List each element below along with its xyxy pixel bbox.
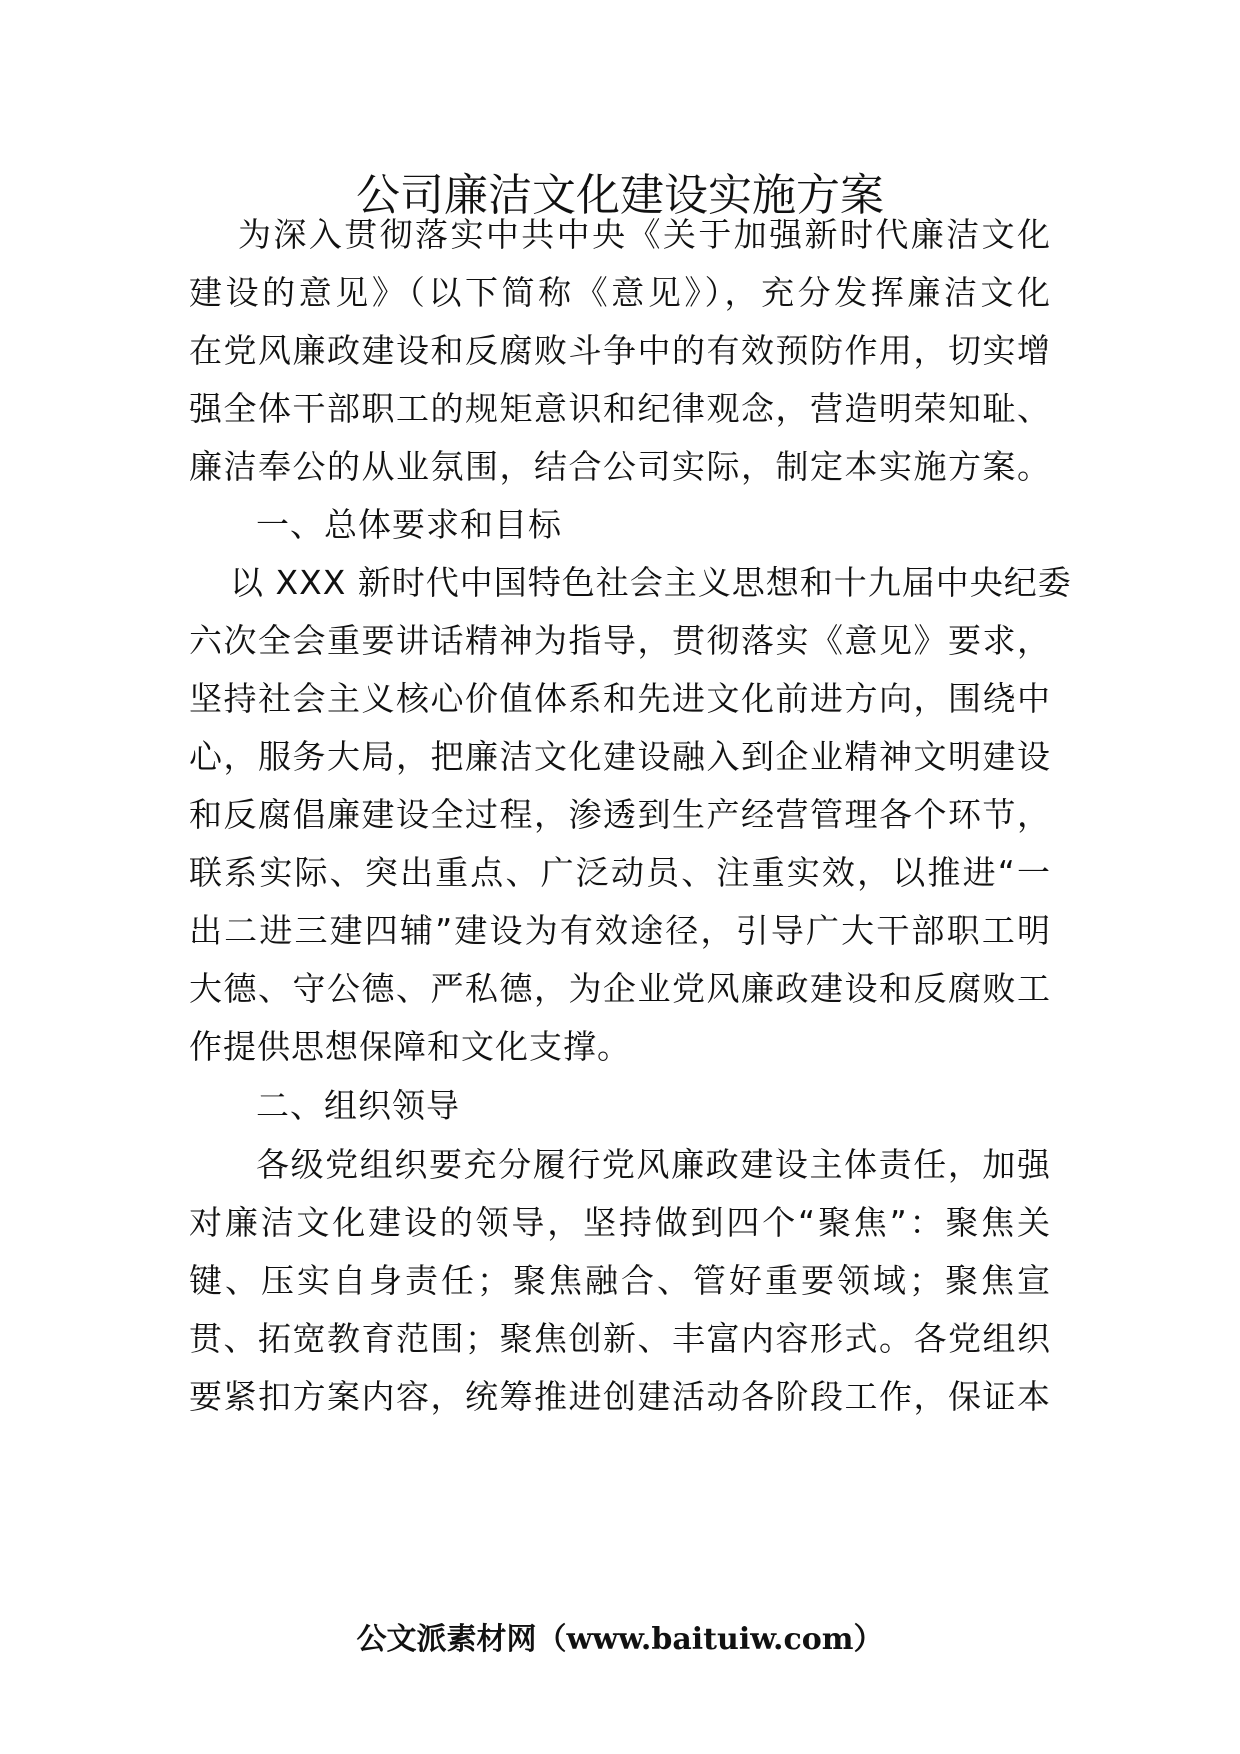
section2-line-3: 键、压实自身责任；聚焦融合、管好重要领域；聚焦宣 <box>189 1261 1051 1300</box>
section1-line-7: 出二进三建四辅”建设为有效途径，引导广大干部职工明 <box>189 911 1051 950</box>
section2-line-4: 贯、拓宽教育范围；聚焦创新、丰富内容形式。各党组织 <box>189 1319 1051 1358</box>
section1-line-9: 作提供思想保障和文化支撑。 <box>189 1027 631 1066</box>
intro-line-1: 为深入贯彻落实中共中央《关于加强新时代廉洁文化 <box>238 215 1051 254</box>
section1-line-8: 大德、守公德、严私德，为企业党风廉政建设和反腐败工 <box>189 969 1051 1008</box>
section1-line-1: 以 XXX 新时代中国特色社会主义思想和十九届中央纪委 <box>230 563 1072 602</box>
intro-line-4: 强全体干部职工的规矩意识和纪律观念，营造明荣知耻、 <box>189 389 1051 428</box>
document-title: 公司廉洁文化建设实施方案 <box>356 170 884 221</box>
section1-line-6: 联系实际、突出重点、广泛动员、注重实效，以推进“一 <box>189 853 1051 892</box>
intro-line-2: 建设的意见》（以下简称《意见》），充分发挥廉洁文化 <box>189 273 1051 312</box>
section2-line-1: 各级党组织要充分履行党风廉政建设主体责任，加强 <box>256 1145 1051 1184</box>
section1-line-5: 和反腐倡廉建设全过程，渗透到生产经营管理各个环节， <box>189 795 1051 834</box>
section1-line-2: 六次全会重要讲话精神为指导，贯彻落实《意见》要求， <box>189 621 1051 660</box>
intro-line-3: 在党风廉政建设和反腐败斗争中的有效预防作用，切实增 <box>189 331 1051 370</box>
footer-watermark: 公文派素材网（www.baituiw.com） <box>356 1622 884 1657</box>
section-heading-2: 二、组织领导 <box>256 1086 460 1125</box>
intro-line-5: 廉洁奉公的从业氛围，结合公司实际，制定本实施方案。 <box>189 447 1051 486</box>
section1-line-4: 心，服务大局，把廉洁文化建设融入到企业精神文明建设 <box>189 737 1051 776</box>
section2-line-5: 要紧扣方案内容，统筹推进创建活动各阶段工作，保证本 <box>189 1377 1051 1416</box>
section-heading-1: 一、总体要求和目标 <box>256 505 562 544</box>
section2-line-2: 对廉洁文化建设的领导，坚持做到四个“聚焦”：聚焦关 <box>189 1203 1051 1242</box>
section1-line-3: 坚持社会主义核心价值体系和先进文化前进方向，围绕中 <box>189 679 1051 718</box>
